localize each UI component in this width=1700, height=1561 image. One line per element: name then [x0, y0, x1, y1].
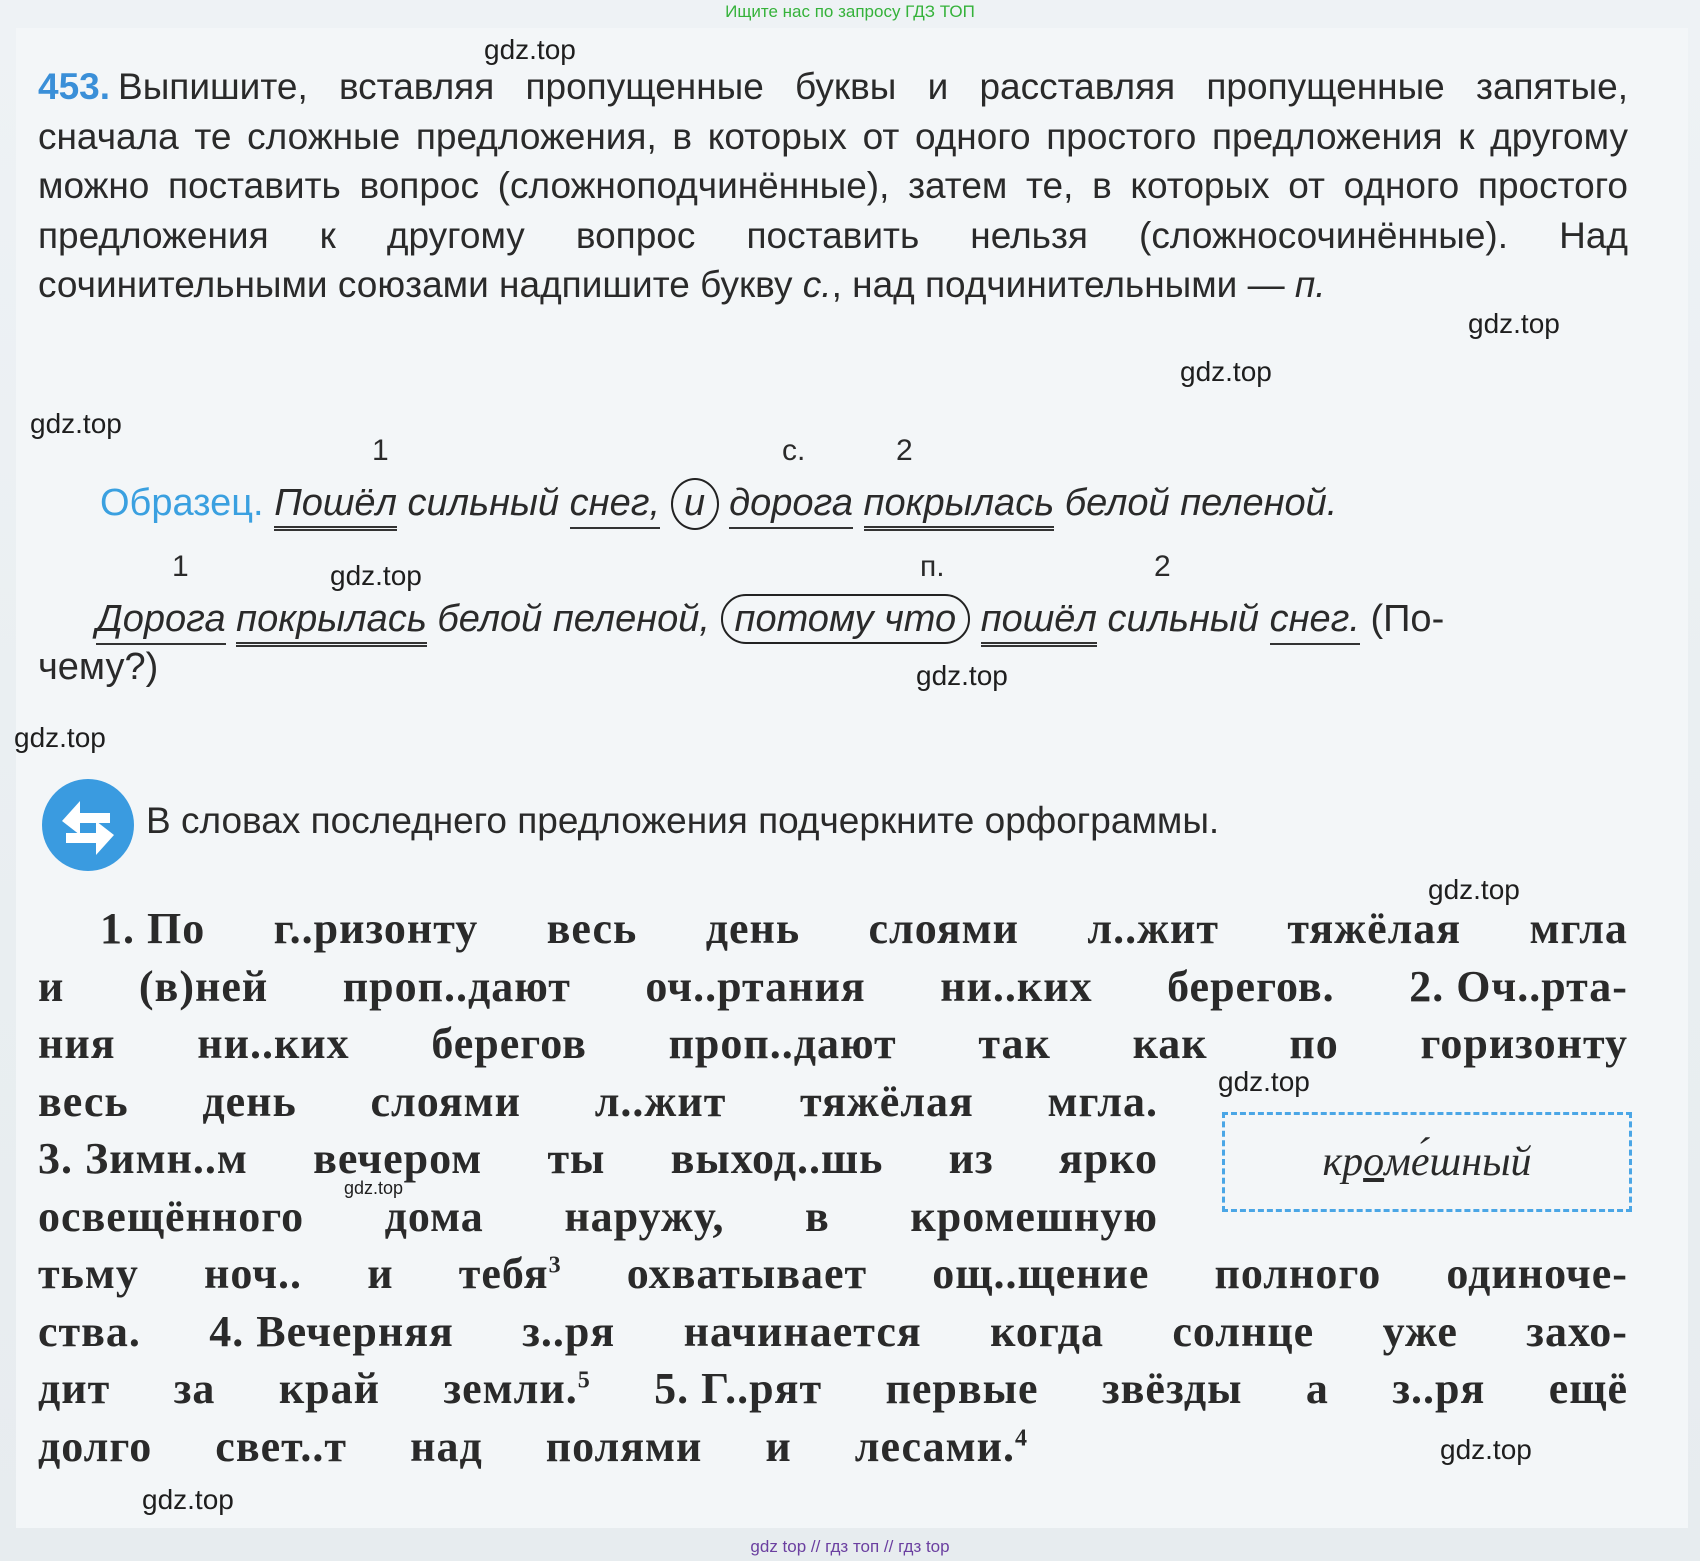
- question: (По-: [1370, 598, 1445, 640]
- watermark: gdz.top: [14, 722, 106, 753]
- watermark: gdz.top: [1428, 874, 1520, 905]
- bottom-banner[interactable]: gdz top // гдз топ // гдз top: [750, 1537, 950, 1556]
- word: полного: [1214, 1249, 1382, 1298]
- word: оч..ртания: [645, 961, 866, 1011]
- watermark: gdz.top: [1180, 356, 1272, 387]
- word: тяжёлая: [1287, 904, 1462, 953]
- word: тьму: [38, 1249, 139, 1298]
- watermark: gdz.top: [916, 660, 1008, 691]
- word: и: [38, 961, 65, 1011]
- word: кромешную: [910, 1191, 1158, 1241]
- word: [855, 1418, 1028, 1476]
- exercise-line: [38, 1418, 1028, 1476]
- letter-p: п.: [1294, 264, 1326, 305]
- word: мгла: [1529, 904, 1628, 953]
- predicate: покрылась: [864, 482, 1055, 531]
- task-number: 453.: [38, 66, 111, 107]
- dictionary-word-box: [1222, 1112, 1632, 1212]
- word: ярко: [1058, 1134, 1158, 1183]
- word: день: [202, 1076, 297, 1126]
- word: одиноче-: [1446, 1249, 1628, 1298]
- watermark: gdz.top: [142, 1484, 234, 1515]
- clause-number: 2: [896, 434, 913, 467]
- word: и: [367, 1249, 394, 1298]
- exercise-line: [38, 1188, 1158, 1246]
- clause-number: 1: [172, 550, 189, 583]
- clause-number: 1: [372, 434, 389, 467]
- task-text-2: , над подчинительными —: [831, 264, 1295, 305]
- word: белой пеленой.: [1064, 482, 1338, 524]
- word: ния: [38, 1019, 116, 1068]
- word: проп..дают: [342, 961, 571, 1011]
- word: мгла.: [1047, 1076, 1158, 1126]
- watermark: gdz.top: [330, 560, 422, 591]
- conjunction-circled: и: [671, 478, 719, 530]
- exercise-line: [38, 900, 1628, 958]
- footnote-mark: 5: [577, 1367, 591, 1394]
- watermark: gdz.top: [1468, 308, 1560, 339]
- question-continued: чему?): [38, 646, 159, 688]
- word-tebya: тебя: [458, 1249, 549, 1298]
- sample-line-2: [96, 594, 1444, 644]
- predicate: покрылась: [236, 598, 427, 647]
- word: ноч..: [204, 1249, 303, 1298]
- word: л..жит: [1087, 904, 1219, 953]
- word: [459, 1245, 562, 1303]
- word: первые: [885, 1364, 1039, 1413]
- word: слоями: [868, 904, 1019, 953]
- footnote-mark: 3: [548, 1252, 562, 1279]
- word: над: [410, 1421, 483, 1471]
- word: горизонту: [1420, 1019, 1628, 1068]
- sample-label: Образец.: [100, 482, 264, 524]
- word: ни..ких: [940, 961, 1093, 1011]
- word: выход..шь: [670, 1134, 884, 1183]
- word: белой пеленой,: [437, 598, 710, 640]
- word: в: [805, 1191, 830, 1241]
- exercise-line: [38, 958, 1628, 1016]
- word: ещё: [1548, 1364, 1628, 1413]
- word: охватывает: [626, 1249, 868, 1298]
- word: по: [1289, 1019, 1339, 1068]
- word: ни..ких: [197, 1019, 350, 1068]
- subject: снег,: [570, 482, 660, 529]
- conjunction-mark: с.: [782, 434, 806, 467]
- word: весь: [38, 1076, 129, 1126]
- word: уже: [1382, 1306, 1458, 1356]
- dict-part: ме́шный: [1384, 1139, 1532, 1185]
- dict-part: кр: [1322, 1139, 1364, 1185]
- exercise-line: [38, 1073, 1158, 1131]
- watermark: gdz.top: [30, 408, 122, 439]
- predicate: пошёл: [981, 598, 1097, 647]
- word: звёзды: [1101, 1364, 1243, 1413]
- word: а: [1305, 1364, 1329, 1413]
- word: ства.: [38, 1306, 141, 1356]
- word: берегов: [431, 1019, 587, 1068]
- word: ты: [547, 1134, 606, 1183]
- word: вечером: [313, 1134, 483, 1183]
- hint-text: В словах последнего предложения подчеркните орфограммы.: [146, 800, 1220, 841]
- word: [443, 1360, 590, 1418]
- sample-line-1: [100, 478, 1337, 530]
- word-zemli: земли.: [443, 1364, 578, 1413]
- letter-s: с.: [802, 264, 832, 305]
- word: за: [173, 1364, 216, 1413]
- word: сильный: [407, 482, 560, 524]
- word: з..ря: [522, 1306, 616, 1356]
- word: слоями: [370, 1076, 522, 1126]
- word: и: [765, 1421, 792, 1471]
- word: ощ..щение: [932, 1249, 1150, 1298]
- watermark: gdz.top: [1218, 1066, 1310, 1097]
- word: з..ря: [1392, 1364, 1486, 1413]
- conjunction-oval: потому что: [721, 594, 971, 644]
- word: 2. Оч..рта-: [1409, 961, 1628, 1011]
- word: захо-: [1526, 1306, 1628, 1356]
- footnote-mark: 4: [1014, 1424, 1028, 1451]
- word: день: [705, 904, 801, 953]
- word: освещённого: [38, 1191, 305, 1241]
- subject: снег.: [1270, 598, 1360, 645]
- word-lesami: лесами.: [854, 1421, 1015, 1471]
- word: из: [948, 1134, 994, 1183]
- exercise-line: [38, 1015, 1628, 1073]
- subject: дорога: [729, 482, 853, 529]
- word: тяжёлая: [800, 1076, 974, 1126]
- word: проп..дают: [668, 1019, 897, 1068]
- word: 4. Вечерняя: [209, 1306, 454, 1356]
- task-instructions: [38, 62, 1628, 310]
- watermark: gdz.top: [344, 1178, 404, 1198]
- word: свет..т: [215, 1421, 348, 1471]
- word: как: [1132, 1019, 1208, 1068]
- word: полями: [545, 1421, 703, 1471]
- word: 1. По: [100, 904, 206, 953]
- word: долго: [38, 1421, 153, 1471]
- clause-number: 2: [1154, 550, 1171, 583]
- word: солнце: [1172, 1306, 1315, 1356]
- subject: Дорога: [96, 598, 226, 645]
- word: край: [278, 1364, 381, 1413]
- word: л..жит: [594, 1076, 727, 1126]
- task-text: Выпишите, вставляя пропущенные буквы и расставляя пропущенные запятые, сначала те сложные предложения, в которых от одного простого предложения к другому можно поставить вопрос (сложноподчинённые), затем те, в которых от одного простого предложения к другому вопрос поставить нельзя (сложносочинённые). Над сочинительными союзами надпишите букву: [38, 66, 1628, 305]
- word: дит: [38, 1364, 111, 1413]
- word: (в)ней: [138, 961, 269, 1011]
- word: наружу,: [564, 1191, 725, 1241]
- dict-underlined-letter: о: [1363, 1139, 1385, 1185]
- refresh-arrows-icon: [40, 777, 136, 873]
- exercise-line: [38, 1303, 1628, 1361]
- word: берегов.: [1167, 961, 1335, 1011]
- word: 5. Г..рят: [654, 1364, 823, 1413]
- word: сильный: [1107, 598, 1259, 640]
- word: г..ризонту: [273, 904, 479, 953]
- word: начинается: [683, 1306, 922, 1356]
- exercise-line: [38, 1245, 1628, 1303]
- word: так: [978, 1019, 1051, 1068]
- exercise-line: [38, 1360, 1628, 1418]
- watermark: gdz.top: [1440, 1434, 1532, 1465]
- predicate: Пошёл: [274, 482, 397, 531]
- word: 3. Зимн..м: [38, 1134, 248, 1183]
- watermark: gdz.top: [484, 34, 576, 65]
- conjunction-mark: п.: [920, 550, 945, 583]
- exercise-line: [38, 1130, 1158, 1188]
- word: весь: [546, 904, 638, 953]
- word: когда: [990, 1306, 1104, 1356]
- word: дома: [384, 1191, 484, 1241]
- top-banner[interactable]: Ищите нас по запросу ГДЗ ТОП: [725, 2, 975, 21]
